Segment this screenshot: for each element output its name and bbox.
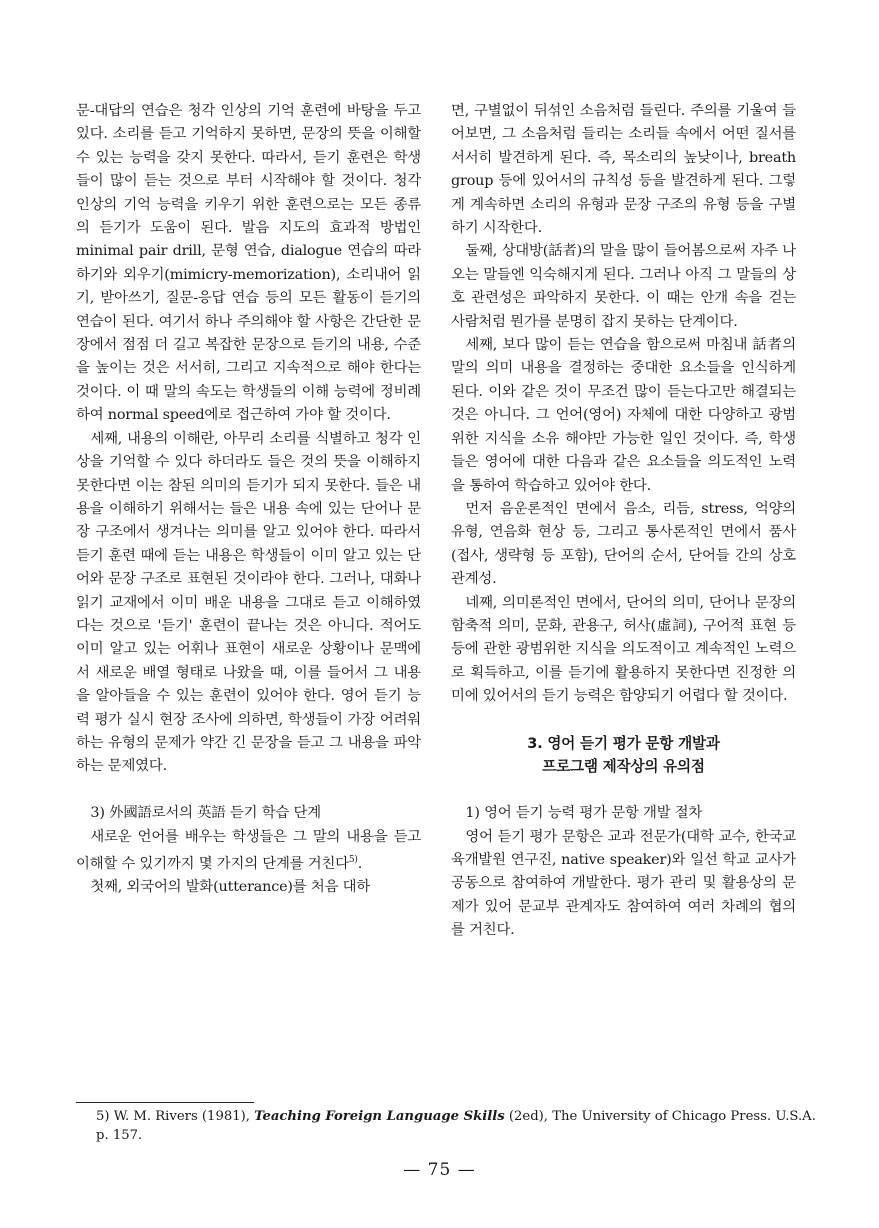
footnote-ref: 5)	[348, 854, 358, 865]
paragraph: 문-대답의 연습은 청각 인상의 기억 훈련에 바탕을 두고 있다. 소리를 듣고 기억하지 못하면, 문장의 뜻을 이해할 수 있는 능력을 갖지 못한다. 따라서, 듣기 훈련은 학생들이 많이 듣는 것으로 부터 시작해야 할 것이다. 청각 인상의 기억 능력을 키우기 위한 훈련으로는 모든 종류의 듣기가 도움이 된다. 발음 지도의 효과적 방법인 minimal pair drill, 문형 연습, dialogue 연습의 따라 하기와 외우기(mimicry-memorization), 소리내어 읽기, 받아쓰기, 질문-응답 연습 등의 모든 활동이 듣기의 연습이 된다. 여기서 하나 주의해야 할 사항은 간단한 문장에서 점점 더 길고 복잡한 문장으로 듣기의 내용, 수준을 높이는 것은 서서히, 그리고 지속적으로 해야 한다는 것이다. 이 때 말의 속도는 학생들의 이해 능력에 정비례하여 normal speed에로 접근하여 가야 할 것이다.	[76, 103, 421, 424]
right-column	[451, 100, 796, 943]
section-heading-line-1: 3. 영어 듣기 평가 문항 개발과	[527, 734, 720, 752]
paragraph-text: 새로운 언어를 배우는 학생들은 그 말의 내용을 듣고 이해할 수 있기까지 몇 가지의 단계를 거친다	[76, 828, 421, 872]
paragraph	[76, 826, 421, 877]
page-number: — 75 —	[403, 1160, 476, 1180]
paragraph: 세째, 내용의 이해란, 아무리 소리를 식별하고 청각 인상을 기억할 수 있다 하더라도 들은 것의 뜻을 이해하지 못한다면 이는 참된 의미의 듣기가 되지 못한다. 들은 내용을 이해하기 위해서는 들은 내용 속에 있는 단어나 문장 구조에서 생겨나는 의미를 알고 있어야 한다. 따라서 듣기 훈련 때에 듣는 내용은 학생들이 이미 알고 있는 단어와 문장 구조로 표현된 것이라야 한다. 그러나, 대화나 읽기 교재에서 이미 배운 내용을 그대로 듣고 이해하였다는 것으로 '듣기' 훈련이 끝나는 것은 아니다. 적어도 이미 알고 있는 어휘나 표현이 새로운 상황이나 문맥에서 새로운 배열 형태로 나왔을 때, 이를 들어서 그 내용을 알아들을 수 있는 훈련이 있어야 한다. 영어 듣기 능력 평가 실시 현장 조사에 의하면, 학생들이 가장 어려워 하는 유형의 문제가 약간 긴 문장을 듣고 그 내용을 파악하는 문제였다.	[76, 430, 421, 775]
subsection-title: 1) 영어 듣기 능력 평가 문항 개발 절차	[465, 805, 703, 822]
paragraph: 둘째, 상대방(話者)의 말을 많이 들어봄으로써 자주 나오는 말들엔 익숙해지게 된다. 그러나 아직 그 말들의 상호 관련성은 파악하지 못한다. 이 때는 안개 속을 걷는 사람처럼 뭔가를 분명히 잡지 못하는 단계이다.	[451, 243, 796, 330]
footnote-book-title: Teaching Foreign Language Skills	[254, 1109, 505, 1124]
section-heading-line-2: 프로그램 제작상의 유의점	[542, 758, 705, 776]
paragraph: 네째, 의미론적인 면에서, 단어의 의미, 단어나 문장의 함축적 의미, 문화, 관용구, 허사(虛詞), 구어적 표현 등등에 관한 광범위한 지식을 의도적이고 계속적인 노력으로 획득하고, 이를 듣기에 활용하지 못한다면 진정한 의미에 있어서의 듣기 능력은 함양되기 어렵다 할 것이다.	[451, 594, 796, 705]
paragraph: 먼저 음운론적인 면에서 음소, 리듬, stress, 억양의 유형, 연음화 현상 등, 그리고 통사론적인 면에서 품사 (접사, 생략형 등 포함), 단어의 순서, 단어들 간의 상호 관계성.	[451, 500, 796, 588]
footnote-divider	[76, 1102, 254, 1103]
paragraph: 영어 듣기 평가 문항은 교과 전문가(대학 교수, 한국교육개발원 연구진, native speaker)와 일선 학교 교사가 공동으로 참여하여 개발한다. 평가 관리 및 활용상의 문제가 있어 문교부 관계자도 참여하여 여러 차례의 협의를 거친다.	[451, 828, 796, 939]
paragraph: 첫째, 외국어의 발화(utterance)를 처음 대하	[90, 879, 371, 896]
paragraph: 세째, 보다 많이 듣는 연습을 함으로써 마침내 話者의 말의 의미 내용을 결정하는 중대한 요소들을 인식하게 된다. 이와 같은 것이 무조건 많이 듣는다고만 해결되는 것은 아니다. 그 언어(영어) 자체에 대한 다양하고 광범위한 지식을 소유 해야만 가능한 일인 것이다. 즉, 학생들은 영어에 대한 다음과 같은 요소들을 의도적인 노력을 통하여 학습하고 있어야 한다.	[451, 337, 796, 494]
section-title: 3) 外國語로서의 英語 듣기 학습 단계	[90, 805, 321, 822]
footnote-text: 5) W. M. Rivers (1981),	[96, 1109, 255, 1124]
footnote-text-end: (2ed), The University of Chicago Press. U.S.A. p. 157.	[96, 1109, 816, 1143]
left-column	[76, 100, 421, 900]
paragraph-end: .	[357, 855, 363, 872]
footnote	[76, 1107, 826, 1145]
paragraph: 면, 구별없이 뒤섞인 소음처럼 들린다. 주의를 기울여 들어보면, 그 소음처럼 들리는 소리들 속에서 어떤 질서를 서서히 발견하게 된다. 즉, 목소리의 높낮이나, breath group 등에 있어서의 규칙성 등을 발견하게 된다. 그렇게 계속하면 소리의 유형과 문장 구조의 유형 등을 구별하기 시작한다.	[451, 103, 796, 237]
